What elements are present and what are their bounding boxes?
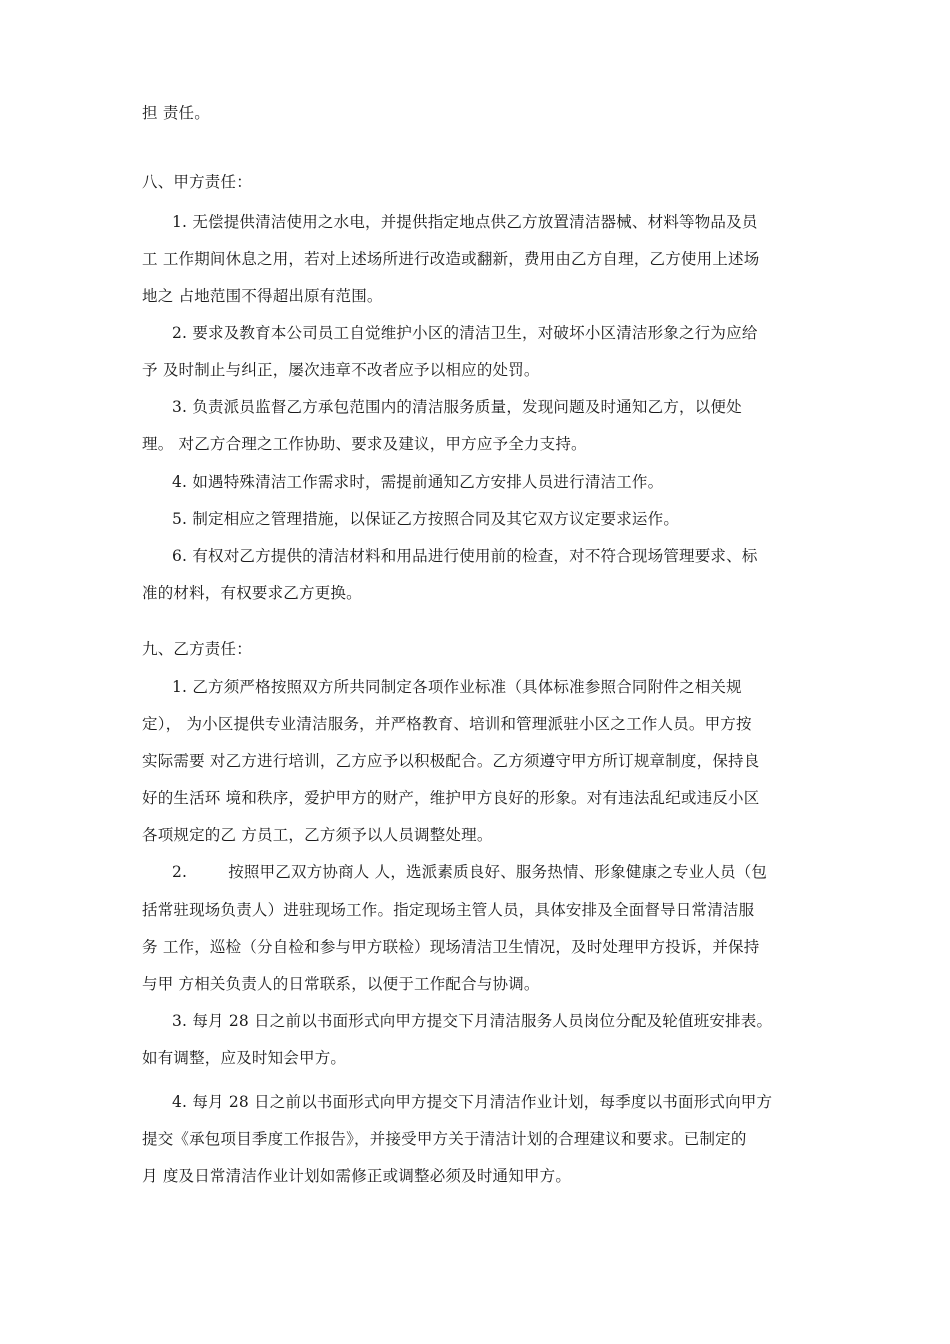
clause-b1-line: 定）， 为小区提供专业清洁服务，并严格教育、培训和管理派驻小区之工作人员。甲方按 [142, 715, 752, 733]
clause-b4-line: 提交《承包项目季度工作报告》，并接受甲方关于清洁计划的合理建议和要求。已制定的 [142, 1130, 747, 1148]
clause-b2-line: 括常驻现场负责人）进驻现场工作。指定现场主管人员，具体安排及全面督导日常清洁服 [142, 901, 755, 919]
clause-b3-line: 如有调整，应及时知会甲方。 [142, 1049, 347, 1067]
clause-a2-line: 2. 要求及教育本公司员工自觉维护小区的清洁卫生，对破坏小区清洁形象之行为应给 [172, 324, 758, 342]
clause-b3-line: 3. 每月 28 日之前以书面形式向甲方提交下月清洁服务人员岗位分配及轮值班安排表。 [172, 1012, 773, 1030]
clause-b1-line: 各项规定的乙 方员工，乙方须予以人员调整处理。 [142, 826, 493, 844]
clause-a6-line: 6. 有权对乙方提供的清洁材料和用品进行使用前的检查，对不符合现场管理要求、标 [172, 547, 758, 565]
section-heading-party-a: 八、甲方责任： [142, 173, 252, 191]
text-line-continuation: 担 责任。 [142, 104, 210, 122]
clause-b2-line: 2. 按照甲乙双方协商人 人，选派素质良好、服务热情、形象健康之专业人员（包 [172, 863, 768, 881]
clause-a5-line: 5. 制定相应之管理措施，以保证乙方按照合同及其它双方议定要求运作。 [172, 510, 680, 528]
clause-a1-line: 1. 无偿提供清洁使用之水电，并提供指定地点供乙方放置清洁器械、材料等物品及员 [172, 213, 758, 231]
clause-b1-line: 1. 乙方须严格按照双方所共同制定各项作业标准（具体标准参照合同附件之相关规 [172, 678, 742, 696]
clause-b1-line: 实际需要 对乙方进行培训，乙方应予以积极配合。乙方须遵守甲方所订规章制度，保持良 [142, 752, 760, 770]
clause-a2-line: 予 及时制止与纠正，屡次违章不改者应予以相应的处罚。 [142, 361, 540, 379]
clause-a1-line: 工 工作期间休息之用，若对上述场所进行改造或翻新，费用由乙方自理，乙方使用上述场 [142, 250, 760, 268]
section-heading-party-b: 九、乙方责任： [142, 640, 252, 658]
clause-b1-line: 好的生活环 境和秩序，爱护甲方的财产，维护甲方良好的形象。对有违法乱纪或违反小区 [142, 789, 760, 807]
clause-a3-line: 理。 对乙方合理之工作协助、要求及建议，甲方应予全力支持。 [142, 435, 587, 453]
clause-a3-line: 3. 负责派员监督乙方承包范围内的清洁服务质量，发现问题及时通知乙方，以便处 [172, 398, 742, 416]
clause-a4-line: 4. 如遇特殊清洁工作需求时，需提前通知乙方安排人员进行清洁工作。 [172, 473, 664, 491]
clause-b4-line: 月 度及日常清洁作业计划如需修正或调整必须及时通知甲方。 [142, 1167, 572, 1185]
clause-b2-line: 务 工作，巡检（分自检和参与甲方联检）现场清洁卫生情况，及时处理甲方投诉，并保持 [142, 938, 760, 956]
clause-b2-line: 与甲 方相关负责人的日常联系，以便于工作配合与协调。 [142, 975, 540, 993]
clause-a1-line: 地之 占地范围不得超出原有范围。 [142, 287, 383, 305]
clause-a6-line: 准的材料，有权要求乙方更换。 [142, 584, 362, 602]
clause-b4-line: 4. 每月 28 日之前以书面形式向甲方提交下月清洁作业计划，每季度以书面形式向甲方 [172, 1093, 773, 1111]
